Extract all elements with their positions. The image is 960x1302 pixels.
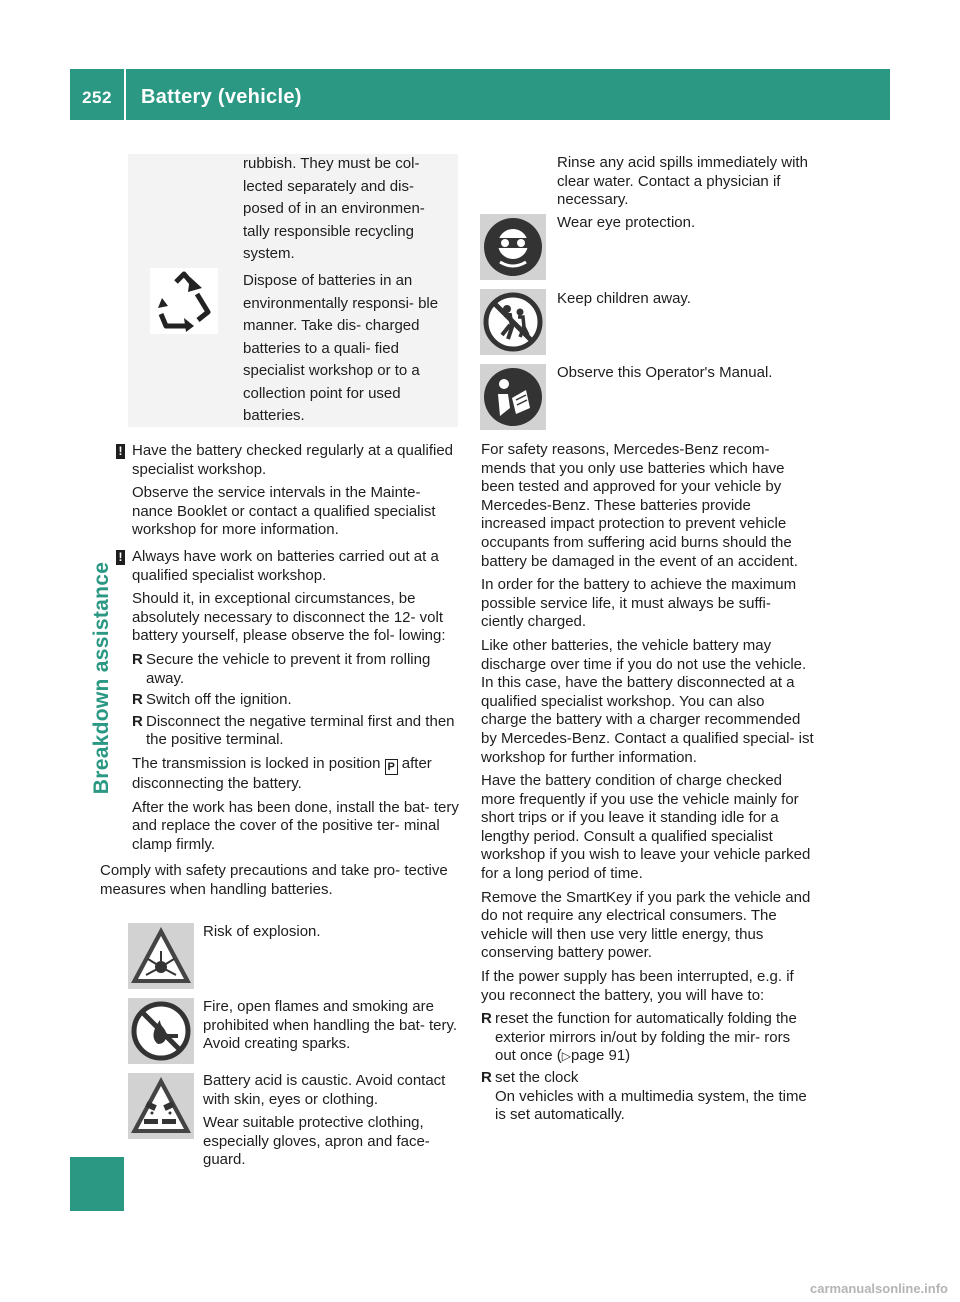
notice-2-text: Always have work on batteries carried out at a qualified specialist workshop. xyxy=(132,547,439,584)
paragraph: Remove the SmartKey if you park the vehicle and do not require any electrical consumers. The vehicle will then use very little energy, thus conserving battery power. xyxy=(481,888,811,962)
list-item: R Secure the vehicle to prevent it from rolling away. xyxy=(132,650,431,687)
page-title: Battery (vehicle) xyxy=(141,86,302,108)
list-item: R Switch off the ignition. xyxy=(132,691,292,709)
no-fire-text: Fire, open flames and smoking are prohibited when handling the bat- tery. Avoid creating sparks. xyxy=(203,998,458,1053)
keep-children-away-icon xyxy=(480,289,546,355)
notice-2-bullets xyxy=(132,651,462,750)
section-marker xyxy=(70,1157,124,1211)
operators-manual-icon xyxy=(480,364,546,430)
watermark: carmanualsonline.info xyxy=(810,1281,948,1296)
paragraph: For safety reasons, Mercedes-Benz recom- mends that you only use batteries which have been tested and approved for your vehicle by Mercedes-Benz. These batteries provide increased impact protection to prevent vehicle occupants from suffering acid burns should the battery be damaged in the event of an accident. xyxy=(481,441,798,570)
paragraph: In order for the battery to achieve the maximum possible service life, it must always be suffi- ciently charged. xyxy=(481,576,797,631)
warning-mark-icon: ! xyxy=(116,444,125,459)
notice-2-text-2: Should it, in exceptional circumstances, be absolutely necessary to disconnect the 12- volt battery yourself, please observe the fol- lowing: xyxy=(132,590,446,645)
paragraph: Like other batteries, the vehicle battery may discharge over time if you do not use the vehicle. In this case, have the battery disconnected at a qualified specialist workshop. You can also charge the battery with a charger recommended by Mercedes-Benz. Contact a qualified special- ist workshop for further information. xyxy=(481,636,814,766)
corrosive-warning-icon xyxy=(128,1073,194,1139)
rinse-text: Rinse any acid spills immediately with clear water. Contact a physician if necessary. xyxy=(557,154,808,209)
corrosive-text: Battery acid is caustic. Avoid contact with skin, eyes or clothing. Wear suitable protective clothing, especially gloves, apron and face- guard. xyxy=(203,1072,446,1169)
notice-2 xyxy=(116,548,462,854)
notice-2-text-4: After the work has been done, install the bat- tery and replace the cover of the positive ter- minal clamp firmly. xyxy=(132,798,459,853)
park-position-icon: P xyxy=(385,759,398,775)
page-reference-arrow-icon: ▷ xyxy=(561,1049,571,1064)
eye-protection-text: Wear eye protection. xyxy=(557,214,696,231)
section-label: Breakdown assistance xyxy=(90,561,113,795)
page-number: 252 xyxy=(82,88,112,107)
list-item: R set the clock On vehicles with a multimedia system, the time is set automatically. xyxy=(481,1069,807,1124)
notice-1 xyxy=(116,442,462,540)
paragraph: Have the battery condition of charge checked more frequently if you use the vehicle mainly for short trips or if you leave it standing idle for a lengthy period. Consult a qualified specialist workshop if you wish to leave your vehicle parked for a long period of time. xyxy=(481,772,811,883)
header-divider xyxy=(124,69,126,120)
explosion-warning-icon xyxy=(128,923,194,989)
notice-1-text-2: Observe the service intervals in the Mainte- nance Booklet or contact a qualified specialist workshop for more information. xyxy=(132,484,436,539)
recycle-icon xyxy=(150,268,218,334)
reconnect-bullets xyxy=(481,1010,814,1125)
warning-mark-icon: ! xyxy=(116,550,125,565)
notice-2-text-3: The transmission is locked in position P after disconnecting the battery. xyxy=(132,754,432,792)
notice-1-text: Have the battery checked regularly at a qualified specialist workshop. xyxy=(132,442,454,478)
explosion-text: Risk of explosion. xyxy=(203,923,321,940)
eye-protection-icon xyxy=(480,214,546,280)
paragraph: If the power supply has been interrupted, e.g. if you reconnect the battery, you will have to: xyxy=(481,968,794,1004)
list-item: R reset the function for automatically folding the exterior mirrors in/out by folding the mir- rors out once (▷page 91) xyxy=(481,1010,797,1065)
operators-manual-text: Observe this Operator's Manual. xyxy=(557,364,773,381)
recycle-text-1: rubbish. They must be col- lected separately and dis- posed of in an environmen- tally responsible recycling system. xyxy=(243,155,425,262)
no-fire-icon xyxy=(128,998,194,1064)
recycle-text-2: Dispose of batteries in an environmentally responsi- ble manner. Take dis- charged batteries to a quali- fied specialist workshop or to a collection point for used batteries. xyxy=(243,272,439,424)
list-item: R Disconnect the negative terminal first and then the positive terminal. xyxy=(132,712,455,749)
safety-intro: Comply with safety precautions and take pro- tective measures when handling batteries. xyxy=(100,862,448,898)
keep-children-text: Keep children away. xyxy=(557,290,691,307)
right-column xyxy=(481,441,814,1130)
